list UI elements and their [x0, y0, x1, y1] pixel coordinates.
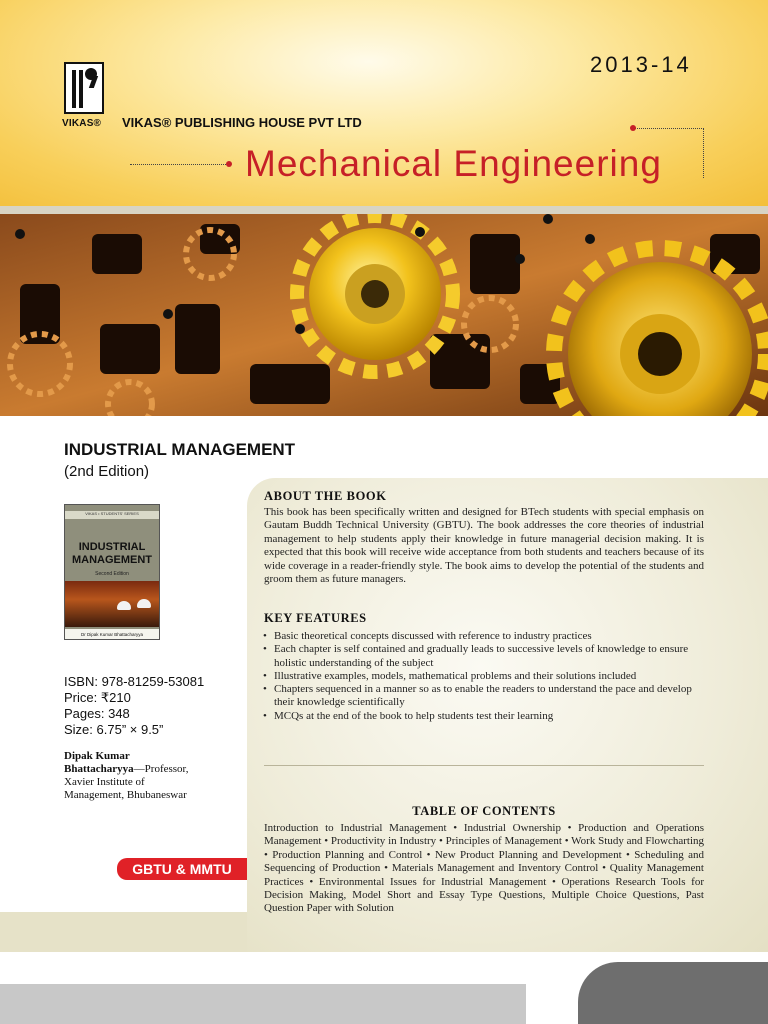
- book-title: INDUSTRIAL MANAGEMENT: [64, 440, 296, 459]
- footer-bar: [0, 984, 526, 1024]
- book-cover-image: [64, 504, 160, 640]
- section-divider: [264, 765, 704, 766]
- feature-item: • Basic theoretical concepts discussed with reference to industry practices: [262, 630, 710, 643]
- university-badge: GBTU & MMTU: [117, 858, 247, 880]
- author-name-line1: Dipak Kumar: [64, 750, 130, 762]
- feature-item: • MCQs at the end of the book to help students test their learning: [262, 710, 710, 723]
- logo-label: VIKAS®: [62, 118, 102, 129]
- gears-banner-image: [0, 214, 768, 416]
- pages: Pages: 348: [64, 706, 130, 721]
- author-affiliation-line2: Xavier Institute of: [64, 776, 145, 788]
- cover-title-line1: INDUSTRIAL: [78, 541, 146, 553]
- cover-series: VIKAS • STUDENTS' SERIES: [65, 511, 159, 519]
- feature-item: • Illustrative examples, models, mathematical problems and their solutions included: [262, 670, 710, 683]
- feature-item: • Chapters sequenced in a manner so as to enable the readers to understand the pace and develop their knowledge scientifically: [262, 683, 710, 710]
- author-info: [64, 750, 242, 802]
- cover-title: [65, 541, 159, 567]
- subject-title: Mechanical Engineering: [245, 143, 662, 184]
- red-dot-title: [226, 161, 232, 167]
- cover-edition: Second Edition: [95, 571, 129, 577]
- price: Price: ₹210: [64, 690, 131, 705]
- about-heading: ABOUT THE BOOK: [264, 489, 387, 503]
- footer-tab: [578, 962, 768, 1024]
- vikas-logo-icon: [64, 62, 104, 114]
- book-details: [64, 674, 204, 738]
- toc-text: Introduction to Industrial Management • Industrial Ownership • Production and Operations Management • Productivity in Industry • Principles of Management • Work Study and Flowcharting • Production Planning and Control • New Product Planning and Development • Scheduling and Sequencing of Production • Materials Management and Inventory Control • Quality Management Practices • Environmental Issues for Industrial Management • Operations Research Tools for Decision Making, Model Short and Essay Type Questions, Multiple Choice Questions, Past Question Paper with Solution: [264, 822, 704, 915]
- dotted-rule-vertical: [703, 128, 704, 178]
- about-text: This book has been specifically written and designed for BTech students with special emphasis on Gautam Buddh Technical University (GBTU). The book addresses the core theories of industrial management to help students apply their knowledge in future managerial decision making. It is expected that this book will receive wide acceptance from both students and teachers because of its wide coverage in a reader-friendly style. The book aims to develop the potential of the students and groom them as future managers.: [264, 506, 704, 586]
- author-name-line2: Bhattacharyya: [64, 763, 134, 775]
- header-divider: [0, 206, 768, 214]
- toc-heading: TABLE OF CONTENTS: [412, 804, 556, 818]
- author-affiliation-line1: —Professor,: [133, 763, 189, 775]
- author-affiliation-line3: Management, Bhubaneswar: [64, 789, 187, 801]
- book-edition: (2nd Edition): [64, 463, 150, 480]
- isbn: ISBN: 978-81259-53081: [64, 674, 205, 689]
- feature-item: • Each chapter is self contained and gradually leads to successive levels of knowledge to ensure holistic understanding of the subject: [262, 643, 710, 670]
- dotted-rule-left: [130, 164, 226, 165]
- cover-photo: [65, 581, 159, 627]
- catalog-year: 2013-14: [590, 52, 692, 77]
- key-features-heading: KEY FEATURES: [264, 611, 367, 625]
- dotted-rule-right: [634, 128, 704, 129]
- size: Size: 6.75” × 9.5”: [64, 722, 164, 737]
- red-dot-top: [630, 125, 636, 131]
- cover-author: Dr Dipak Kumar Bhattacharyya: [65, 629, 159, 640]
- publisher-name: VIKAS® PUBLISHING HOUSE PVT LTD: [122, 115, 362, 130]
- key-features-list: [262, 630, 710, 723]
- cover-title-line2: MANAGEMENT: [71, 554, 153, 566]
